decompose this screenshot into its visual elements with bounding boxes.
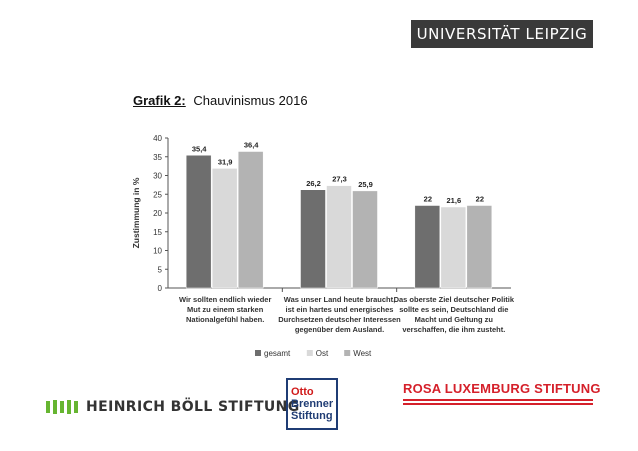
y-axis-label: Zustimmung in % <box>131 177 141 249</box>
data-label: 22 <box>423 194 433 204</box>
data-label: 27,3 <box>332 174 347 184</box>
rosa-luxemburg-logo <box>403 381 601 407</box>
category-label: verschaffen, die ihm zusteht. <box>402 325 506 334</box>
data-label: 21,6 <box>446 196 462 205</box>
boell-logo <box>46 399 300 415</box>
legend-swatch-gesamt <box>255 350 261 356</box>
bar-West <box>467 206 492 289</box>
university-name: UNIVERSITÄT LEIPZIG <box>416 25 588 43</box>
chart-title-label: Grafik 2: <box>133 93 186 108</box>
bar-Ost <box>212 168 237 288</box>
bar-gesamt <box>186 155 211 288</box>
rosa-logo-lines <box>403 399 593 405</box>
legend-entry: Ost <box>315 349 329 358</box>
bar-West <box>238 152 263 289</box>
legend-entry: West <box>353 349 372 358</box>
y-tick-label: 25 <box>153 190 162 200</box>
data-label: 25,9 <box>358 179 373 189</box>
legend-entry: gesamt <box>264 349 291 358</box>
y-tick-label: 35 <box>153 152 162 162</box>
obs-line-3: Stiftung <box>291 410 333 422</box>
chart-title-text: Chauvinismus 2016 <box>193 93 308 108</box>
legend-swatch-Ost <box>307 350 313 356</box>
y-tick-label: 30 <box>153 171 162 181</box>
category-label: Das oberste Ziel deutscher Politik <box>393 295 515 304</box>
otto-brenner-logo <box>286 378 338 430</box>
boell-bars-icon <box>46 400 78 414</box>
category-label: Durchsetzen deutscher Interessen <box>278 315 401 324</box>
obs-line-1: Otto <box>291 386 314 398</box>
category-label: Mut zu einem starken <box>187 305 264 314</box>
y-tick-label: 0 <box>157 284 162 293</box>
legend-swatch-West <box>344 350 350 356</box>
bar-Ost <box>441 207 466 288</box>
bar-gesamt <box>415 206 440 289</box>
data-label: 26,2 <box>306 178 321 188</box>
bar-gesamt <box>301 190 326 288</box>
university-banner <box>411 20 593 48</box>
category-label: Wir sollten endlich wieder <box>178 295 272 304</box>
data-label: 35,4 <box>191 144 207 154</box>
y-tick-label: 10 <box>153 246 162 256</box>
data-label: 31,9 <box>217 157 233 167</box>
data-label: 22 <box>475 194 485 204</box>
y-tick-label: 40 <box>153 134 162 143</box>
data-label: 36,4 <box>243 140 259 150</box>
category-label: gegenüber dem Ausland. <box>294 325 385 334</box>
y-tick-label: 5 <box>157 265 162 275</box>
bar-West <box>353 191 378 288</box>
category-label: ist ein hartes und energisches <box>285 305 394 314</box>
obs-line-2: Brenner <box>291 398 334 410</box>
bar-chart <box>125 128 525 370</box>
category-label: Nationalgefühl haben. <box>185 315 265 324</box>
y-tick-label: 15 <box>153 227 162 237</box>
y-tick-label: 20 <box>153 209 162 218</box>
category-label: Macht und Geltung zu <box>414 315 493 324</box>
category-label: Was unser Land heute braucht, <box>283 295 396 304</box>
boell-logo-text: HEINRICH BÖLL STIFTUNG <box>86 399 300 415</box>
bar-Ost <box>327 186 352 288</box>
category-label: sollte es sein, Deutschland die <box>399 305 509 314</box>
chart-title <box>133 93 308 108</box>
rosa-logo-text: ROSA LUXEMBURG STIFTUNG <box>403 381 601 396</box>
